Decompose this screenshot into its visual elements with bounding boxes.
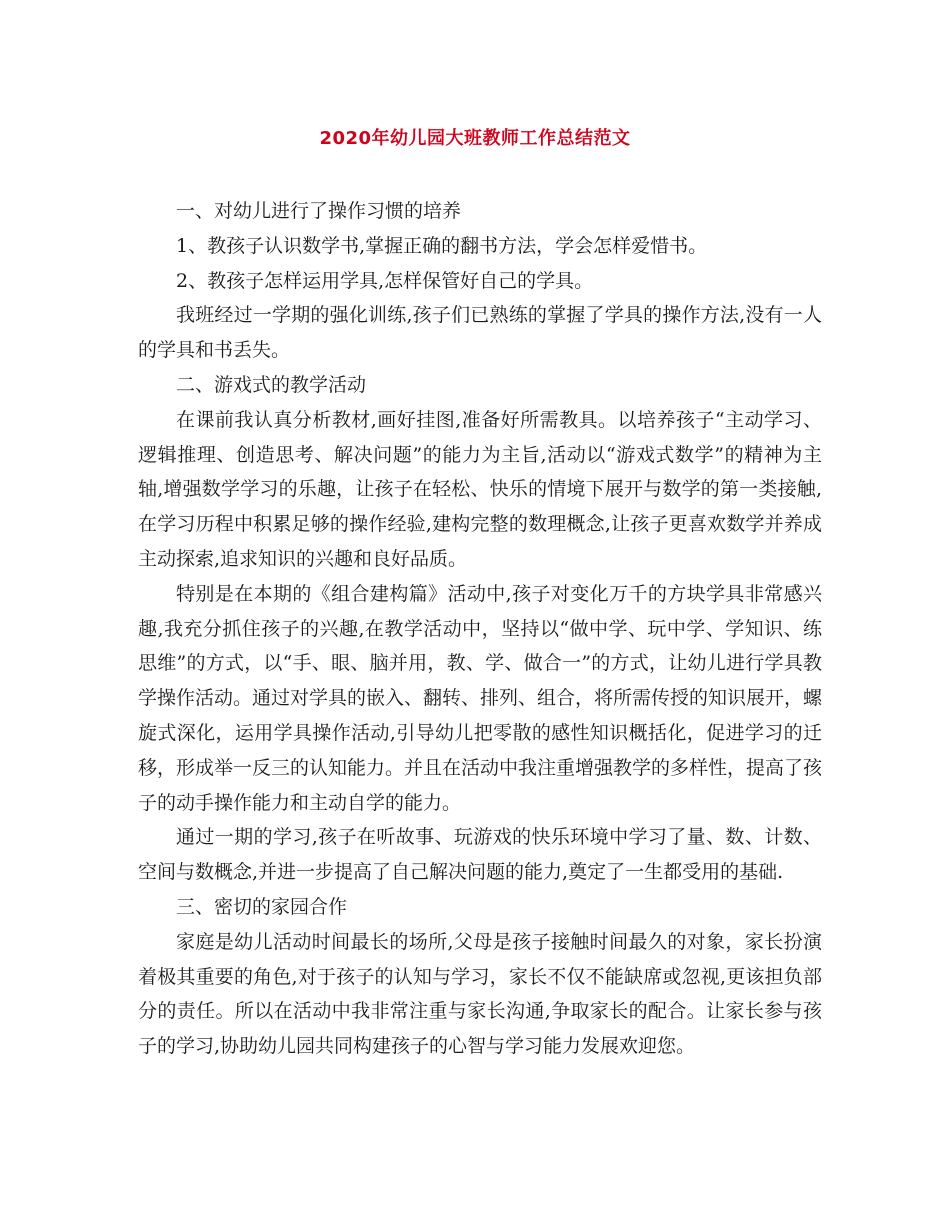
section-heading-2: 二、游戏式的教学活动: [176, 373, 367, 396]
paragraph: 2、教孩子怎样运用学具,怎样保管好自己的学具。: [176, 269, 594, 292]
paragraph: 我班经过一学期的强化训练,孩子们已熟练的掌握了学具的操作方法,没有一人的学具和书丢失。: [138, 304, 822, 362]
document-title: 2020年幼儿园大班教师工作总结范文: [319, 128, 631, 149]
paragraph: 特别是在本期的《组合建构篇》活动中,孩子对变化万千的方块学具非常感兴趣,我充分抓住孩子的兴趣,在教学活动中，坚持以“做中学、玩中学、学知识、练思维”的方式，以“手、眼、脑并用，教、学、做合一”的方式，让幼儿进行学具教学操作活动。通过对学具的嵌入、翻转、排列、组合，将所需传授的知识展开，螺旋式深化，运用学具操作活动,引导幼儿把零散的感性知识概括化，促进学习的迁移，形成举一反三的认知能力。并且在活动中我注重增强教学的多样性，提高了孩子的动手操作能力和主动自学的能力。: [138, 582, 823, 814]
paragraph: 家庭是幼儿活动时间最长的场所,父母是孩子接触时间最久的对象，家长扮演着极其重要的角色,对于孩子的认知与学习，家长不仅不能缺席或忽视,更该担负部分的责任。所以在活动中我非常注重与家长沟通,争取家长的配合。让家长参与孩子的学习,协助幼儿园共同构建孩子的心智与学习能力发展欢迎您。: [138, 930, 822, 1058]
paragraph: 在课前我认真分析教材,画好挂图,准备好所需教具。以培养孩子“主动学习、逻辑推理、创造思考、解决问题”的能力为主旨,活动以“游戏式数学”的精神为主轴,增强数学学习的乐趣，让孩子在轻松、快乐的情境下展开与数学的第一类接触,在学习历程中积累足够的操作经验,建构完整的数理概念,让孩子更喜欢数学并养成主动探索,追求知识的兴趣和良好品质。: [138, 408, 822, 570]
paragraph: 通过一期的学习,孩子在听故事、玩游戏的快乐环境中学习了量、数、计数、空间与数概念,并进一步提高了自己解决问题的能力,奠定了一生都受用的基础.: [138, 826, 822, 884]
document-body: [138, 194, 822, 1064]
section-heading-3: 三、密切的家园合作: [176, 895, 348, 918]
section-heading-1: 一、对幼儿进行了操作习惯的培养: [176, 200, 462, 222]
paragraph: 1、教孩子认识数学书,掌握正确的翻书方法，学会怎样爱惜书。: [176, 234, 708, 257]
